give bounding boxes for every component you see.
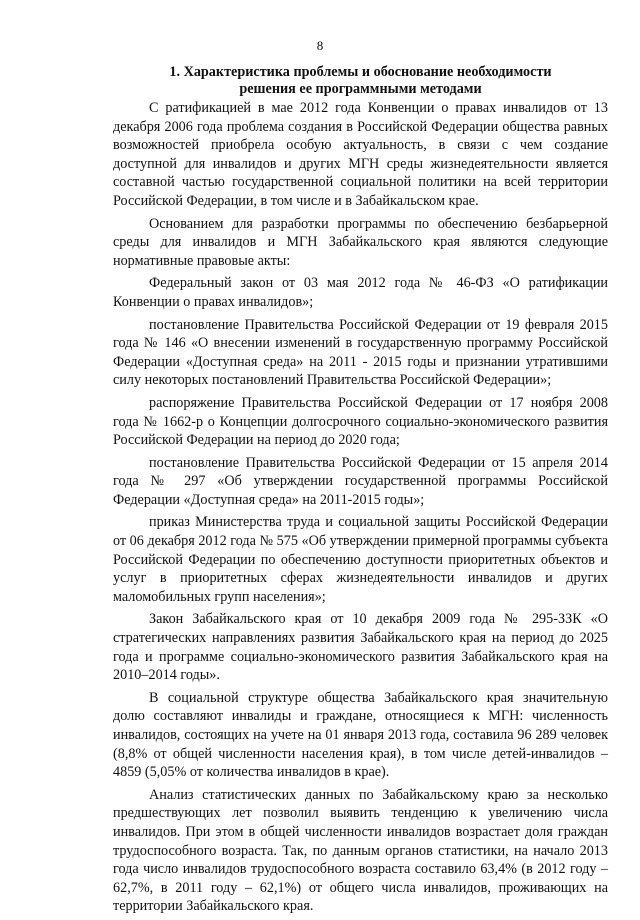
- paragraph-government-decree-146: постановление Правительства Российской Федерации от 19 февраля 2015 года № 146 «О внесении изменений в государственную программу Российской Федерации «Доступная среда» на 2011 - 2015 годы и признании утратившими силу некоторых постановлений Правительства Российской Федерации»;: [113, 316, 608, 389]
- section-heading-line-2: решения ее программными методами: [239, 80, 482, 97]
- paragraph-statistics-analysis: Анализ статистических данных по Забайкальскому краю за несколько предшествующих лет позволил выявить тенденцию к увеличению числа инвалидов. При этом в общей численности инвалидов возрастает доля граждан трудоспособного возраста. Так, по данным органов статистики, на начало 2013 года число инвалидов трудоспособного возраста составило 63,4% (в 2012 году – 62,7%, в 2011 году – 62,1%) от общего числа инвалидов, проживающих на территории Забайкальского края.: [113, 786, 608, 915]
- section-heading: [113, 64, 608, 97]
- paragraph-ratification: С ратификацией в мае 2012 года Конвенции о правах инвалидов от 13 декабря 2006 года проблема создания в Российской Федерации общества равных возможностей приобрела особую актуальность, в связи с чем создание доступной для инвалидов и других МГН среды жизнедеятельности является составной частью государственной социальной политики на всей территории Российской Федерации, в том числе и в Забайкальском крае.: [113, 100, 608, 209]
- section-heading-line-1: 1. Характеристика проблемы и обоснование необходимости: [169, 64, 552, 80]
- document-body: [113, 64, 608, 920]
- paragraph-government-order-1662: распоряжение Правительства Российской Федерации от 17 ноября 2008 года № 1662-р о Концепции долгосрочного социально-экономического развития Российской Федерации на период до 2020 года;: [113, 394, 608, 449]
- paragraph-ministry-order-575: приказ Министерства труда и социальной защиты Российской Федерации от 06 декабря 2012 года № 575 «Об утверждении примерной программы субъекта Российской Федерации по обеспечению доступности приоритетных объектов и услуг в приоритетных сферах жизнедеятельности инвалидов и других маломобильных групп населения»;: [113, 514, 608, 605]
- page-number: 8: [316, 38, 324, 53]
- paragraph-regional-law: Закон Забайкальского края от 10 декабря 2009 года № 295-ЗЗК «О стратегических направлениях развития Забайкальского края на период до 2025 года и программе социально-экономического развития Забайкальского края на 2010–2014 годы».: [113, 611, 608, 684]
- paragraph-government-decree-297: постановление Правительства Российской Федерации от 15 апреля 2014 года № 297 «Об утверждении государственной программы Российской Федерации «Доступная среда» на 2011-2015 годы»;: [113, 454, 608, 508]
- paragraph-social-structure: В социальной структуре общества Забайкальского края значительную долю составляют инвалиды и граждане, относящиеся к МГН: численность инвалидов, состоящих на учете на 01 января 2013 года, составила 96 289 человек (8,8% от общей численности населения края), в том числе детей-инвалидов – 4859 (5,05% от количества инвалидов в крае).: [113, 689, 608, 781]
- paragraph-legal-basis: Основанием для разработки программы по обеспечению безбарьерной среды для инвалидов и МГН Забайкальского края являются следующие нормативные правовые акты:: [113, 215, 608, 269]
- paragraph-federal-law: Федеральный закон от 03 мая 2012 года № 46-ФЗ «О ратификации Конвенции о правах инвалидов»;: [113, 275, 608, 310]
